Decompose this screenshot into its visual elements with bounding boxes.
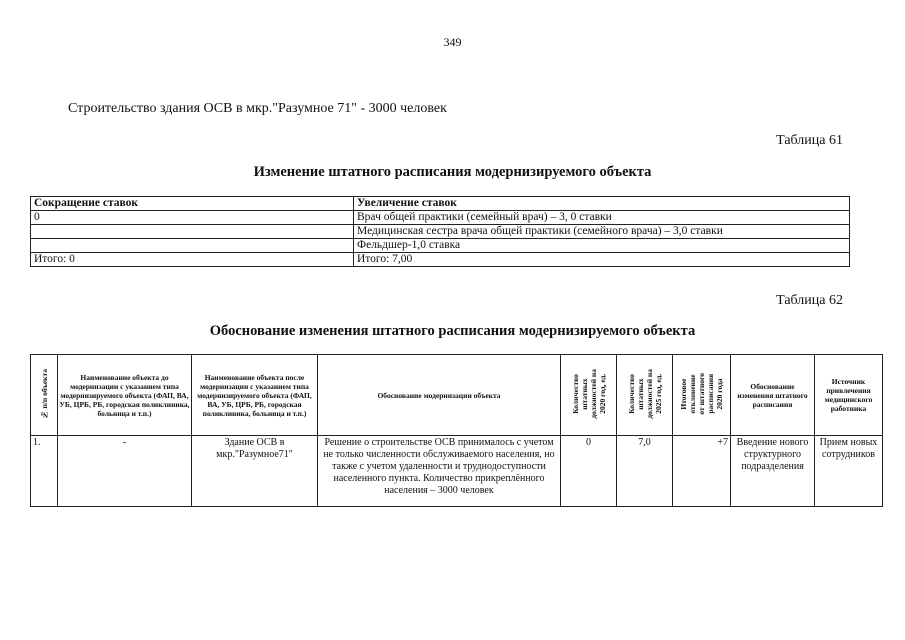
count-2020: 0: [561, 436, 617, 507]
header-worker-source: Источник привлечения медицинского работника: [815, 355, 883, 436]
table-row: [31, 225, 850, 239]
staff-justification-table: [30, 354, 883, 507]
increase-cell: Медицинская сестра врача общей практики (семейного врача) – 3,0 ставки: [354, 225, 850, 239]
change-basis: Введение нового структурного подразделения: [731, 436, 815, 507]
table-header-row: [31, 197, 850, 211]
table-61-caption: Изменение штатного расписания модернизируемого объекта: [253, 164, 652, 180]
deviation: +7: [673, 436, 731, 507]
page-number: 349: [443, 35, 462, 49]
table-62-label: Таблица 62: [776, 293, 843, 308]
table-row: [31, 239, 850, 253]
worker-source: Прием новых сотрудников: [815, 436, 883, 507]
increase-cell: Фельдшер-1,0 ставка: [354, 239, 850, 253]
header-rationale: Обоснование модернизации объекта: [318, 355, 561, 436]
table-61-label: Таблица 61: [776, 133, 843, 148]
object-number: 1.: [31, 436, 58, 507]
staff-change-table: [30, 196, 850, 267]
header-count-2025: Количество штатных должностей на 2025 год, ед.: [617, 355, 673, 436]
object-after: Здание ОСВ в мкр."Разумное71": [192, 436, 318, 507]
header-object-before: Наименование объекта до модернизации с указанием типа модернизируемого объекта (ФАП, ВА, УБ, ЦРБ, РБ, городская поликлиника, больница и т.п.): [58, 355, 192, 436]
document-heading: Строительство здания ОСВ в мкр."Разумное 71" - 3000 человек: [68, 101, 447, 116]
header-deviation: Итоговое отклонение от штатного расписания 2020 года: [673, 355, 731, 436]
total-row: [31, 253, 850, 267]
reduction-total: Итого: 0: [31, 253, 354, 267]
header-reduction: Сокращение ставок: [31, 197, 354, 211]
header-object-after: Наименование объекта после модернизации с указанием типа модернизируемого объекта (ФАП, ВА, УБ, ЦРБ, РБ, городская поликлиника, больница и т.п.): [192, 355, 318, 436]
header-object-number: № п/п объекта: [31, 355, 58, 436]
increase-total: Итого: 7,00: [354, 253, 850, 267]
count-2025: 7,0: [617, 436, 673, 507]
table-row: [31, 436, 883, 507]
reduction-cell: [31, 239, 354, 253]
header-count-2020: Количество штатных должностей на 2020 год, ед.: [561, 355, 617, 436]
rationale: Решение о строительстве ОСВ принималось с учетом не только численности обслуживаемого населения, но также с учетом удаленности и труднодоступности населенного пункта. Количество прикреплённого населения – 3000 человек: [318, 436, 561, 507]
reduction-cell: [31, 225, 354, 239]
increase-cell: Врач общей практики (семейный врач) – 3, 0 ставки: [354, 211, 850, 225]
header-change-basis: Обоснование изменения штатного расписания: [731, 355, 815, 436]
reduction-cell: 0: [31, 211, 354, 225]
table-header-row: [31, 355, 883, 436]
table-row: [31, 211, 850, 225]
table-62-caption: Обоснование изменения штатного расписания модернизируемого объекта: [209, 323, 696, 339]
header-increase: Увеличение ставок: [354, 197, 850, 211]
object-before: -: [58, 436, 192, 507]
